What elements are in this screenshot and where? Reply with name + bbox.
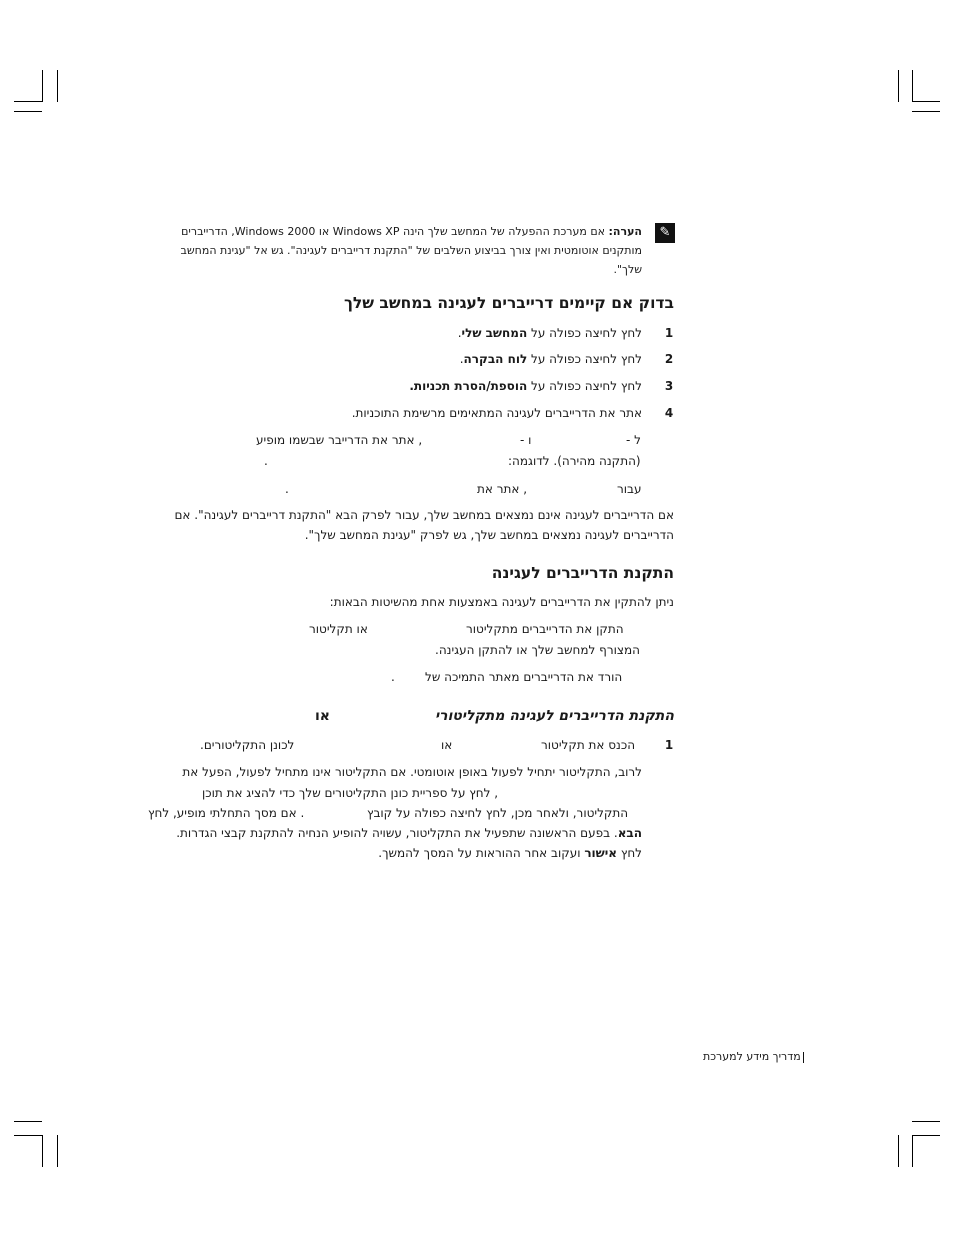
text-fragment: התקליטור, ולאחר מכן, לחץ לחיצה כפולה על קובץ	[367, 806, 629, 820]
text-fragment: לכונן התקליטורים.	[200, 738, 295, 752]
method-1-line-2: המצורף למחשב שלך או להתקן העגינה.	[435, 643, 640, 657]
text-fragment: , אתר את הדרייבר שבשמו מופיע	[256, 433, 423, 447]
text-fragment: (התקנה מהירה). לדוגמה:	[508, 454, 641, 468]
text-fragment: הכנס את תקליטור	[541, 738, 636, 752]
paragraph-drivers-status	[140, 505, 674, 545]
text-fragment: או תקליטור	[309, 622, 368, 636]
crop-mark	[57, 70, 58, 102]
text-fragment: ל -	[626, 433, 641, 447]
cd-paragraph-line-5: לחץ אישור ועקוב אחר ההוראות על המסך להמשך.	[378, 846, 642, 860]
crop-mark	[898, 1135, 899, 1167]
crop-mark	[912, 1121, 940, 1122]
text-fragment: .	[285, 482, 289, 496]
footer-title: מדריך מידע למערכת	[703, 1050, 801, 1063]
crop-mark	[57, 1135, 58, 1167]
crop-mark	[42, 1135, 43, 1167]
cd-paragraph-line-1: לרוב, התקליטור יתחיל לפעול באופן אוטומטי. אם התקליטור אינו מתחיל לפעול, הפעל את	[182, 765, 642, 779]
step-number: 3	[664, 379, 674, 393]
text-fragment: עבור	[617, 482, 642, 496]
subsection-heading-install-from-cd: התקנת הדרייברים לעגינה מתקליטורי	[435, 708, 674, 724]
note-label: הערה:	[608, 225, 642, 238]
text-fragment: התקן את הדרייברים מתקליטור	[466, 622, 624, 636]
text-fragment: , לחץ על ספריית כונן התקליטורים שלך כדי להציג את תוכן	[202, 786, 499, 800]
paragraph-line: אם הדרייברים לעגינה אינם נמצאים במחשב שלך, עבור לפרק הבא "התקנת דרייברים לעגינה". אם	[174, 508, 674, 522]
step-number: 1	[664, 326, 674, 340]
cd-paragraph-line-4: הבא. בפעם הראשונה שתפעיל את התקליטור, עשויה להופיע הנחיה להתקנת קבצי הגדרות.	[176, 826, 642, 840]
crop-mark	[898, 70, 899, 102]
crop-mark	[14, 111, 42, 112]
crop-mark	[912, 111, 940, 112]
section-heading-check-drivers: בדוק אם קיימים דרייברים לעגינה במחשב שלך	[343, 294, 674, 312]
text-fragment: או	[441, 738, 453, 752]
note-block	[160, 222, 642, 279]
step-2-text: לחץ לחיצה כפולה על לוח הבקרה.	[459, 352, 642, 366]
install-intro: ניתן להתקין את הדרייברים לעגינה באמצעות אחת מהשיטות הבאות:	[329, 595, 674, 609]
text-fragment: . אם מסך התחלתי מופיע, לחץ	[148, 806, 305, 820]
crop-mark	[14, 1135, 42, 1136]
step-3-text: לחץ לחיצה כפולה על הוספת/הסרת תכניות.	[409, 379, 642, 393]
text-fragment: או	[315, 708, 330, 724]
note-line-1: הערה: אם מערכת ההפעלה של המחשב שלך הינה Windows XP או Windows 2000, הדרייברים	[181, 225, 642, 238]
crop-mark	[912, 1135, 940, 1136]
text-fragment: .	[391, 670, 395, 684]
step-1-text: לחץ לחיצה כפולה על המחשב שלי.	[457, 326, 642, 340]
step-number: 2	[664, 352, 674, 366]
crop-mark	[14, 1121, 42, 1122]
text-fragment: ו -	[520, 433, 532, 447]
crop-mark	[912, 1135, 913, 1167]
footer-divider	[803, 1052, 804, 1063]
section-heading-install-drivers: התקנת הדרייברים לעגינה	[491, 564, 674, 582]
crop-mark	[912, 70, 913, 102]
note-line-3: שלך".	[613, 263, 642, 276]
paragraph-line: הדרייברים לעגינה נמצאים במחשב שלך, גש לפרק "עגינת המחשב שלך".	[304, 528, 674, 542]
crop-mark	[42, 70, 43, 102]
step-4-text: אתר את הדרייברים לעגינה המתאימים מרשימת התוכניות.	[351, 406, 642, 420]
text-fragment: , אתר את	[477, 482, 528, 496]
text-fragment: הורד את הדרייברים מאתר התמיכה של	[425, 670, 623, 684]
crop-mark	[912, 101, 940, 102]
step-number: 4	[664, 406, 674, 420]
note-line-2: מותקנים אוטומטית ואין צורך בביצוע השלבים של "התקנת דרייברים לעגינה". גש אל "עגינת המחשב	[180, 244, 642, 257]
pencil-note-icon: ✎	[655, 223, 675, 243]
crop-mark	[14, 101, 42, 102]
text-fragment: .	[264, 454, 268, 468]
step-number: 1	[664, 738, 674, 752]
